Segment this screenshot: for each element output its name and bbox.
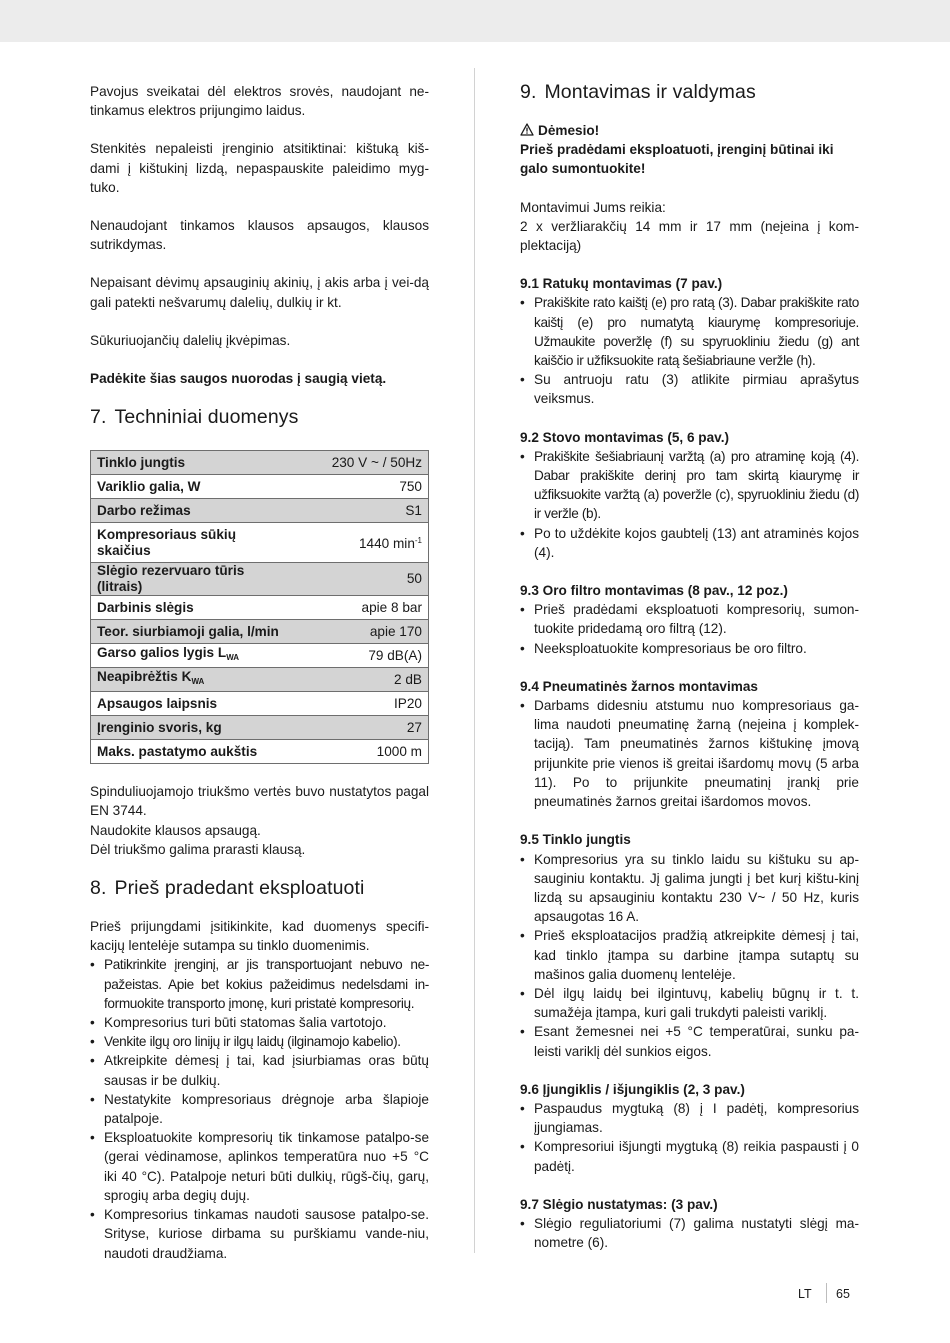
spec-key: Įrenginio svoris, kg: [91, 716, 294, 740]
list-item: • Neeksploatuokite kompresoriaus be oro filtro.: [520, 639, 859, 658]
list-item: • Prieš eksploatacijos pradžią atkreipkite dėmesį į tai, kad tinklo įtampa su darbine įtampa sutaptų su mašinos galia duomenų lentelėje.: [520, 926, 859, 984]
page-footer: [790, 1283, 860, 1303]
spec-value: [293, 523, 429, 563]
section-8-title: Prieš pradedant eksploatuoti: [114, 877, 365, 900]
subsection-9-7-list: [520, 1214, 859, 1252]
list-item: • Slėgio reguliatoriumi (7) galima nustatyti slėgį ma-nometre (6).: [520, 1214, 859, 1252]
table-row: [91, 499, 429, 523]
spec-value: IP20: [293, 692, 429, 716]
list-item: • Po to uždėkite kojos gaubtelį (13) ant atraminės kojos (4).: [520, 524, 859, 562]
list-item: • Kompresorius turi būti statomas šalia vartotojo.: [90, 1013, 429, 1032]
section-8-intro: Prieš prijungdami įsitikinkite, kad duomenys specifi-kacijų lentelėje sutampa su tinklo duomenimis.: [90, 919, 429, 954]
section-7-title: Techniniai duomenys: [114, 406, 299, 429]
column-divider: [474, 68, 475, 1253]
spec-key-text: Garso galios lygis L: [97, 645, 227, 661]
spec-key: Darbo režimas: [91, 499, 294, 523]
table-row: [91, 668, 429, 692]
spec-key: Slėgio rezervuaro tūris (litrais): [91, 563, 294, 596]
subsection-9-6-list: [520, 1099, 859, 1176]
subsection-9-2-title: 9.2 Stovo montavimas (5, 6 pav.): [520, 429, 730, 445]
list-item: • Kompresorius tinkamas naudoti sausose patalpo-se. Srityse, kuriose dirbama su purškiamu vande-niu, naudoti draudžiama.: [90, 1205, 429, 1263]
spec-key-text: Neapibrėžtis K: [97, 669, 192, 685]
footer-separator: [826, 1283, 827, 1303]
table-row: [91, 716, 429, 740]
subsection-9-4-title: 9.4 Pneumatinės žarnos montavimas: [520, 678, 758, 694]
spec-value: 230 V ~ / 50Hz: [293, 451, 429, 475]
page-number: 65: [836, 1287, 850, 1301]
spec-value-superscript: -1: [414, 536, 422, 546]
tools-needed-text: 2 x veržliarakčių 14 mm ir 17 mm (neįeina į kom-plektaciją): [520, 218, 859, 254]
spec-value: 50: [293, 563, 429, 596]
subsection-9-1-list: [520, 293, 859, 408]
spec-value: 79 dB(A): [293, 644, 429, 668]
hazard-text-2: Stenkitės nepaleisti įrenginio atsitiktinai: kištuką kiš-dami į kištukinį lizdą, nepaspauskite paleidimo myg-tuko.: [90, 141, 429, 195]
hazard-text-3: Nenaudojant tinkamos klausos apsaugos, klausos sutrikdymas.: [90, 218, 429, 253]
spec-key: Apsaugos laipsnis: [91, 692, 294, 716]
table-row: [91, 644, 429, 668]
spec-value: 27: [293, 716, 429, 740]
subsection-9-5-title: 9.5 Tinklo jungtis: [520, 832, 631, 848]
spec-key-subscript: WA: [191, 677, 205, 687]
spec-key: [91, 668, 294, 692]
section-7-number: 7.: [90, 406, 107, 429]
table-row: [91, 596, 429, 620]
spec-key: Teor. siurbiamoji galia, l/min: [91, 620, 294, 644]
left-column: [90, 80, 429, 1263]
list-item: • Paspaudus mygtuką (8) į I padėtį, kompresorius įjungiamas.: [520, 1099, 859, 1137]
table-row: [91, 451, 429, 475]
list-item: • Eksploatuokite kompresorių tik tinkamose patalpo-se (gerai vėdinamose, aplinkos temperatūra nuo +5 °C iki 40 °C). Patalpoje neturi būti dulkių, rūgš-čių, garų, sprogių arba degių dujų.: [90, 1128, 429, 1205]
subsection-9-4-list: [520, 696, 859, 811]
spec-key: Maks. pastatymo aukštis: [91, 740, 294, 764]
table-row: [91, 740, 429, 764]
technical-data-table: [90, 450, 429, 764]
spec-value: apie 170: [293, 620, 429, 644]
spec-key-subscript: WA: [226, 653, 240, 663]
subsection-9-7-title: 9.7 Slėgio nustatymas: (3 pav.): [520, 1196, 718, 1212]
noise-note-2: Naudokite klausos apsaugą.: [90, 822, 261, 838]
spec-key: Tinklo jungtis: [91, 451, 294, 475]
section-9-title: Montavimas ir valdymas: [544, 81, 756, 103]
table-row: [91, 620, 429, 644]
list-item: • Dėl ilgų laidų bei ilgintuvų, kabelių būgnų ir t. t. sumažėja įtampa, kuri gali trukdyti paleisti variklį.: [520, 984, 859, 1022]
warning-triangle-icon: [520, 123, 534, 136]
warning-title: Dėmesio!: [538, 123, 600, 138]
noise-note-1: Spinduliuojamojo triukšmo vertės buvo nustatytos pagal EN 3744.: [90, 784, 429, 819]
section-7-heading: [90, 405, 429, 429]
list-item: • Prakiškite šešiabriaunį varžtą (a) pro atraminę koją (4). Dabar prakiškite derinį pro tam skirtą kiaurymę ir užfiksuokite varžtą (a) poveržle (c), spyruokliniu žiedu (d) ir veržle (b).: [520, 447, 859, 524]
noise-note-3: Dėl triukšmo galima prarasti klausą.: [90, 841, 306, 857]
list-item: • Su antruoju ratu (3) atlikite pirmiau aprašytus veiksmus.: [520, 370, 859, 408]
section-9-number: 9.: [520, 81, 537, 103]
spec-key: Variklio galia, W: [91, 475, 294, 499]
section-8-heading: [90, 876, 429, 900]
top-band: [0, 0, 950, 42]
list-item: • Venkite ilgų oro linijų ir ilgų laidų (ilginamojo kabelio).: [90, 1032, 429, 1051]
spec-value: 2 dB: [293, 668, 429, 692]
spec-key: [91, 644, 294, 668]
list-item: • Kompresoriui išjungti mygtuką (8) reikia paspausti į 0 padėtį.: [520, 1137, 859, 1175]
list-item: • Kompresorius yra su tinklo laidu su kištuku su ap-sauginiu kontaktu. Jį galima jungti į bet kurį kištu-kinį lizdą su apsauginiu kontaktu 230 V~ / 50 Hz, kuris apsaugotas 16 A.: [520, 850, 859, 927]
list-item: • Prakiškite rato kaištį (e) pro ratą (3). Dabar prakiškite rato kaištį (e) pro numatytą kiaurymę kompresoriuje. Užmaukite poveržlę (f) su spyruokliniu žiedu (g) ant kaiščio ir užfiksuokite ratą šešiabriaune veržle (h).: [520, 293, 859, 370]
table-row: [91, 563, 429, 596]
table-row: [91, 692, 429, 716]
section-8-number: 8.: [90, 877, 107, 900]
list-item: • Prieš pradėdami eksploatuoti kompresorių, sumon-tuokite pridedamą oro filtrą (12).: [520, 600, 859, 638]
table-row: [91, 475, 429, 499]
spec-value: 750: [293, 475, 429, 499]
subsection-9-3-list: [520, 600, 859, 658]
subsection-9-2-list: [520, 447, 859, 562]
spec-key: Darbinis slėgis: [91, 596, 294, 620]
warning-heading: [520, 121, 859, 140]
subsection-9-3-title: 9.3 Oro filtro montavimas (8 pav., 12 poz.): [520, 583, 788, 599]
section-8-list: [90, 955, 429, 1262]
spec-value-text: 1440 min: [358, 536, 415, 552]
hazard-text-5: Sūkuriuojančių dalelių įkvėpimas.: [90, 332, 291, 348]
subsection-9-6-title: 9.6 Įjungiklis / išjungiklis (2, 3 pav.): [520, 1081, 745, 1097]
language-code: LT: [798, 1287, 812, 1301]
list-item: • Patikrinkite įrenginį, ar jis transportuojant nebuvo ne-pažeistas. Apie bet kokius pažeidimus nedelsdami in-formuokite transporto įmonę, kuri pristatė kompresorių.: [90, 955, 429, 1013]
hazard-text-1: Pavojus sveikatai dėl elektros srovės, naudojant ne-tinkamus elektros prijungimo laidus.: [90, 84, 429, 119]
safety-keep-note: Padėkite šias saugos nuorodas į saugią vietą.: [90, 371, 387, 387]
spec-value: 1000 m: [293, 740, 429, 764]
section-9-heading: [520, 80, 859, 104]
spec-value: S1: [293, 499, 429, 523]
spec-key: Kompresoriaus sūkių skaičius: [91, 523, 294, 563]
tools-needed-title: Montavimui Jums reikia:: [520, 199, 666, 215]
table-row: [91, 523, 429, 563]
spec-value: apie 8 bar: [293, 596, 429, 620]
subsection-9-5-list: [520, 850, 859, 1061]
right-column: [520, 80, 859, 1252]
list-item: • Esant žemesnei nei +5 °C temperatūrai, sunku pa-leisti variklį dėl sunkios eigos.: [520, 1022, 859, 1060]
list-item: • Nestatykite kompresoriaus drėgnoje arba šlapioje patalpoje.: [90, 1090, 429, 1128]
list-item: • Atkreipkite dėmesį į tai, kad įsiurbiamas oras būtų sausas ir be dulkių.: [90, 1051, 429, 1089]
list-item: • Darbams didesniu atstumu nuo kompresoriaus ga-lima naudoti pneumatinę žarną (neįeina į komplek-taciją). Tam pneumatinės žarnos kištukinę įmovą prijunkite prie vienos iš greitai išardomų movų (5 arba 11). Po to prijunkite pneumatinį įrankį prie pneumatinės žarnos greitai išardomos movos.: [520, 696, 859, 811]
hazard-text-4: Nepaisant dėvimų apsauginių akinių, į akis arba į vei-dą gali patekti nešvarumų dalelių, dulkių ir kt.: [90, 275, 429, 310]
warning-text: Prieš pradėdami eksploatuoti, įrenginį būtinai iki galo sumontuokite!: [520, 142, 834, 177]
subsection-9-1-title: 9.1 Ratukų montavimas (7 pav.): [520, 276, 723, 292]
